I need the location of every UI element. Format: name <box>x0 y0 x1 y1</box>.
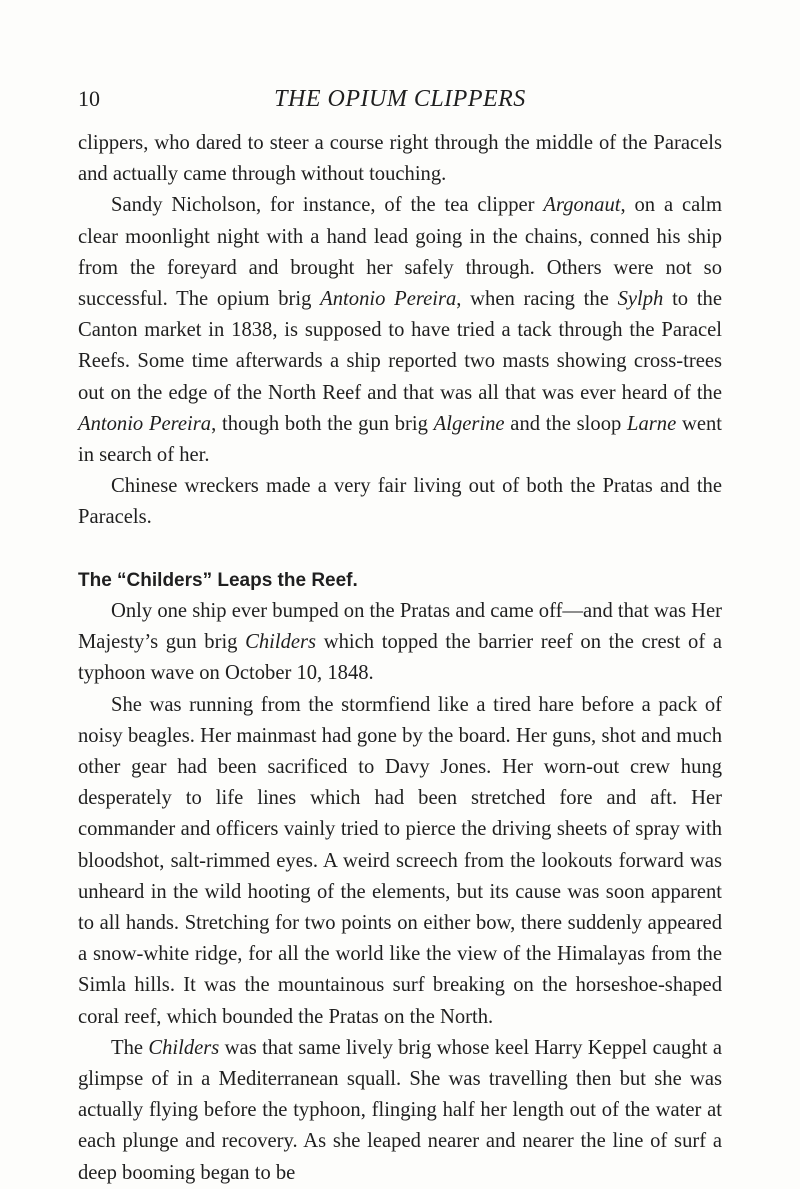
paragraph-1-text: clippers, who dared to steer a course right through the middle of the Paracels and actually came through without touching. <box>78 132 722 186</box>
paragraph-6-text-1: The <box>111 1036 149 1059</box>
paragraph-2-text-7: went in search of her. <box>78 412 722 467</box>
paragraph-5 <box>78 690 722 1033</box>
paragraph-5-text: She was running from the stormfiend like a tired hare before a pack of noisy beagles. Her mainmast had gone by the board. Her guns, shot and much other gear had been sacrificed to Davy Jones. Her worn-out crew hung desperately to life lines which had been stretched fore and aft. Her commander and officers vainly tried to pierce the driving sheets of spray with bloodshot, salt-rimmed eyes. A weird screech from the lookouts forward was unheard in the wild hooting of the elements, but its cause was soon apparent to all hands. Stretching for two points on either bow, there suddenly appeared a snow-white ridge, for all the world like the view of the Himalayas from the Simla hills. It was the mountainous surf breaking on the horseshoe-shaped coral reef, which bounded the Pratas on the North. <box>78 693 722 1028</box>
paragraph-2-text-1: Sandy Nicholson, for instance, of the tea clipper <box>111 194 544 217</box>
ship-name-algerine: Algerine <box>433 412 505 435</box>
ship-name-argonaut: Argonaut <box>543 194 621 217</box>
ship-name-antonio-pereira: Antonio Pereira <box>320 288 457 311</box>
ship-name-antonio-pereira-2: Antonio Pereira <box>78 412 212 435</box>
paragraph-2-text-2: , on a calm clear moonlight night with a hand lead going in the chains, conned his ship from the foreyard and brought her safely through. Others were not so successful. The opium brig <box>78 194 722 311</box>
paragraph-2-text-4: to the Canton market in 1838, is supposed to have tried a tack through the Paracel Reefs. Some time afterwards a ship reported two masts showing cross-trees out on the edge of the North Reef and that was all that was ever heard of the <box>78 288 722 404</box>
paragraph-6 <box>78 1033 722 1189</box>
ship-name-sylph: Sylph <box>617 288 664 311</box>
running-title: THE OPIUM CLIPPERS <box>274 86 526 112</box>
paragraph-4-text-1: Only one ship ever bumped on the Pratas and came off—and that was Her Majesty’s gun brig <box>78 600 722 654</box>
ship-name-childers-2: Childers <box>148 1036 220 1059</box>
paragraph-2-text-6: and the sloop <box>504 412 628 435</box>
page-header <box>78 86 722 120</box>
paragraph-2 <box>78 190 722 471</box>
paragraph-1 <box>78 128 722 190</box>
paragraph-4 <box>78 596 722 690</box>
paragraph-3 <box>78 471 722 533</box>
page-number: 10 <box>78 86 100 111</box>
ship-name-childers: Childers <box>245 631 317 654</box>
ship-name-larne: Larne <box>627 412 677 435</box>
paragraph-2-text-5: , though both the gun brig <box>211 412 434 435</box>
paragraph-2-text-3: , when racing the <box>456 288 618 311</box>
section-heading: The “Childers” Leaps the Reef. <box>78 569 358 591</box>
body-text <box>78 128 722 1189</box>
paragraph-6-text-2: was that same lively brig whose keel Harry Keppel caught a glimpse of in a Mediterranean squall. She was travelling then but she was actually flying before the typhoon, flinging half her length out of the water at each plunge and recovery. As she leaped nearer and nearer the line of surf a deep booming began to be <box>78 1036 722 1184</box>
paragraph-4-text-2: which topped the barrier reef on the crest of a typhoon wave on October 10, 1848. <box>78 631 722 685</box>
paragraph-3-text: Chinese wreckers made a very fair living out of both the Pratas and the Paracels. <box>78 475 722 529</box>
